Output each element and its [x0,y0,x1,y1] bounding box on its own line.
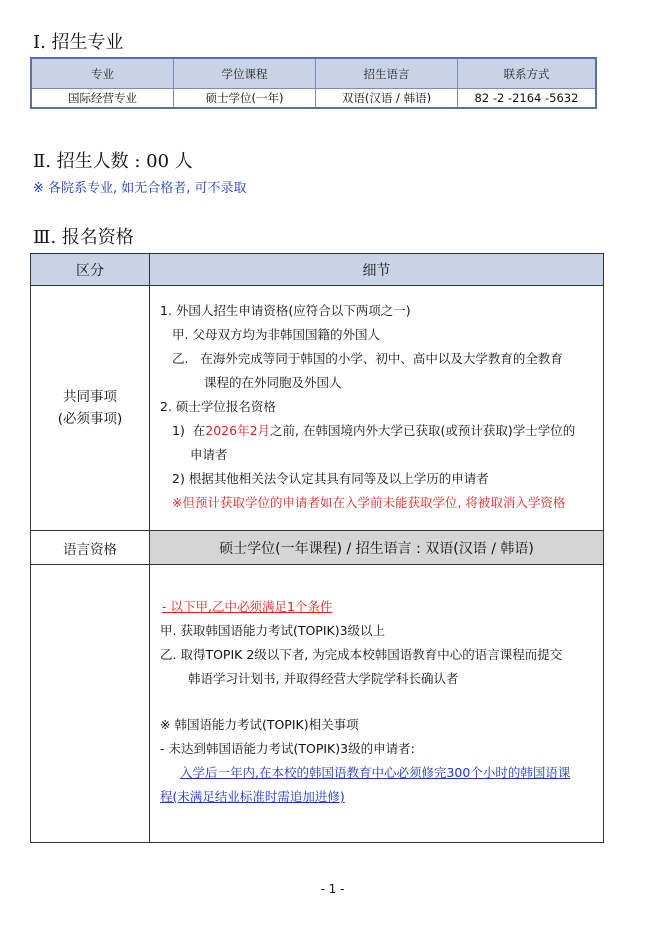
col-major: 专业 [31,58,174,89]
section3-title: Ⅲ. 报名资格 [33,227,134,248]
common-details [150,286,604,531]
common-line-2: 甲. 父母双方均为非韩国国籍的外国人 [172,327,380,342]
col-contact: 联系方式 [458,58,597,89]
language-details [150,565,604,843]
language-blank [31,565,150,843]
common-label-line2: (必须事项) [57,411,123,427]
common-line-8: 2) 根据其他相关法令认定其具有同等及以上学历的申请者 [172,471,489,486]
common-line-4: 课程的在外同胞及外国人 [204,375,342,390]
common-line-3: 乙. 在海外完成等同于韩国的小学、初中、高中以及大学教育的全教育 [172,351,563,366]
cell-major: 国际经营专业 [31,89,174,109]
common-line-6-prefix: 1) 在 [172,423,206,438]
deadline-date: 2026年2月 [205,423,271,438]
language-condition: - 以下甲,乙中必须满足1个条件 [162,599,333,614]
cell-language: 双语(汉语 / 韩语) [316,89,458,109]
common-line-6-suffix: 之前, 在韩国境内外大学已获取(或预计获取)学士学位的 [270,423,576,438]
common-label [31,286,150,531]
language-line-2: 甲. 获取韩国语能力考试(TOPIK)3级以上 [160,623,386,638]
common-line-5: 2. 硕士学位报名资格 [160,399,276,414]
common-line-1: 1. 外国人招生申请资格(应符合以下两项之一) [160,303,411,318]
common-label-line1: 共同事项 [63,389,117,405]
cell-degree: 硕士学位(一年) [174,89,316,109]
col-details: 细节 [150,254,604,286]
col-category: 区分 [31,254,150,286]
cell-contact: 82 -2 -2164 -5632 [458,89,597,109]
topik-requirement-2: 程(未满足结业标准时需追加进修) [160,789,345,804]
common-line-7: 申请者 [190,447,228,462]
language-label: 语言资格 [31,531,150,565]
col-degree: 学位课程 [174,58,316,89]
common-line-6 [150,419,603,443]
table-row [31,89,596,109]
majors-table [30,57,597,109]
language-line-3: 乙. 取得TOPIK 2级以下者, 为完成本校韩国语教育中心的语言课程而提交 [160,647,563,662]
section2-title: Ⅱ. 招生人数 : 00 人 [33,151,193,172]
section2-note: ※ 各院系专业, 如无合格者, 可不录取 [33,181,247,196]
topik-requirement-1: 入学后一年内,在本校的韩国语教育中心必须修完300个小时的韩国语课 [180,765,571,780]
page-number: - 1 - [320,882,345,896]
eligibility-table [30,253,604,843]
common-warning: ※但预计获取学位的申请者如在入学前未能获取学位, 将被取消入学资格 [172,495,566,510]
spacer [150,691,603,713]
language-value: 硕士学位(一年课程) / 招生语言 : 双语(汉语 / 韩语) [150,531,604,565]
col-language: 招生语言 [316,58,458,89]
language-line-4: 韩语学习计划书, 并取得经营大学院学科长确认者 [188,671,459,686]
section1-title: Ⅰ. 招生专业 [33,32,124,53]
topik-note-title: ※ 韩国语能力考试(TOPIK)相关事项 [160,717,359,732]
topik-note-line: - 未达到韩国语能力考试(TOPIK)3级的申请者: [160,741,415,756]
